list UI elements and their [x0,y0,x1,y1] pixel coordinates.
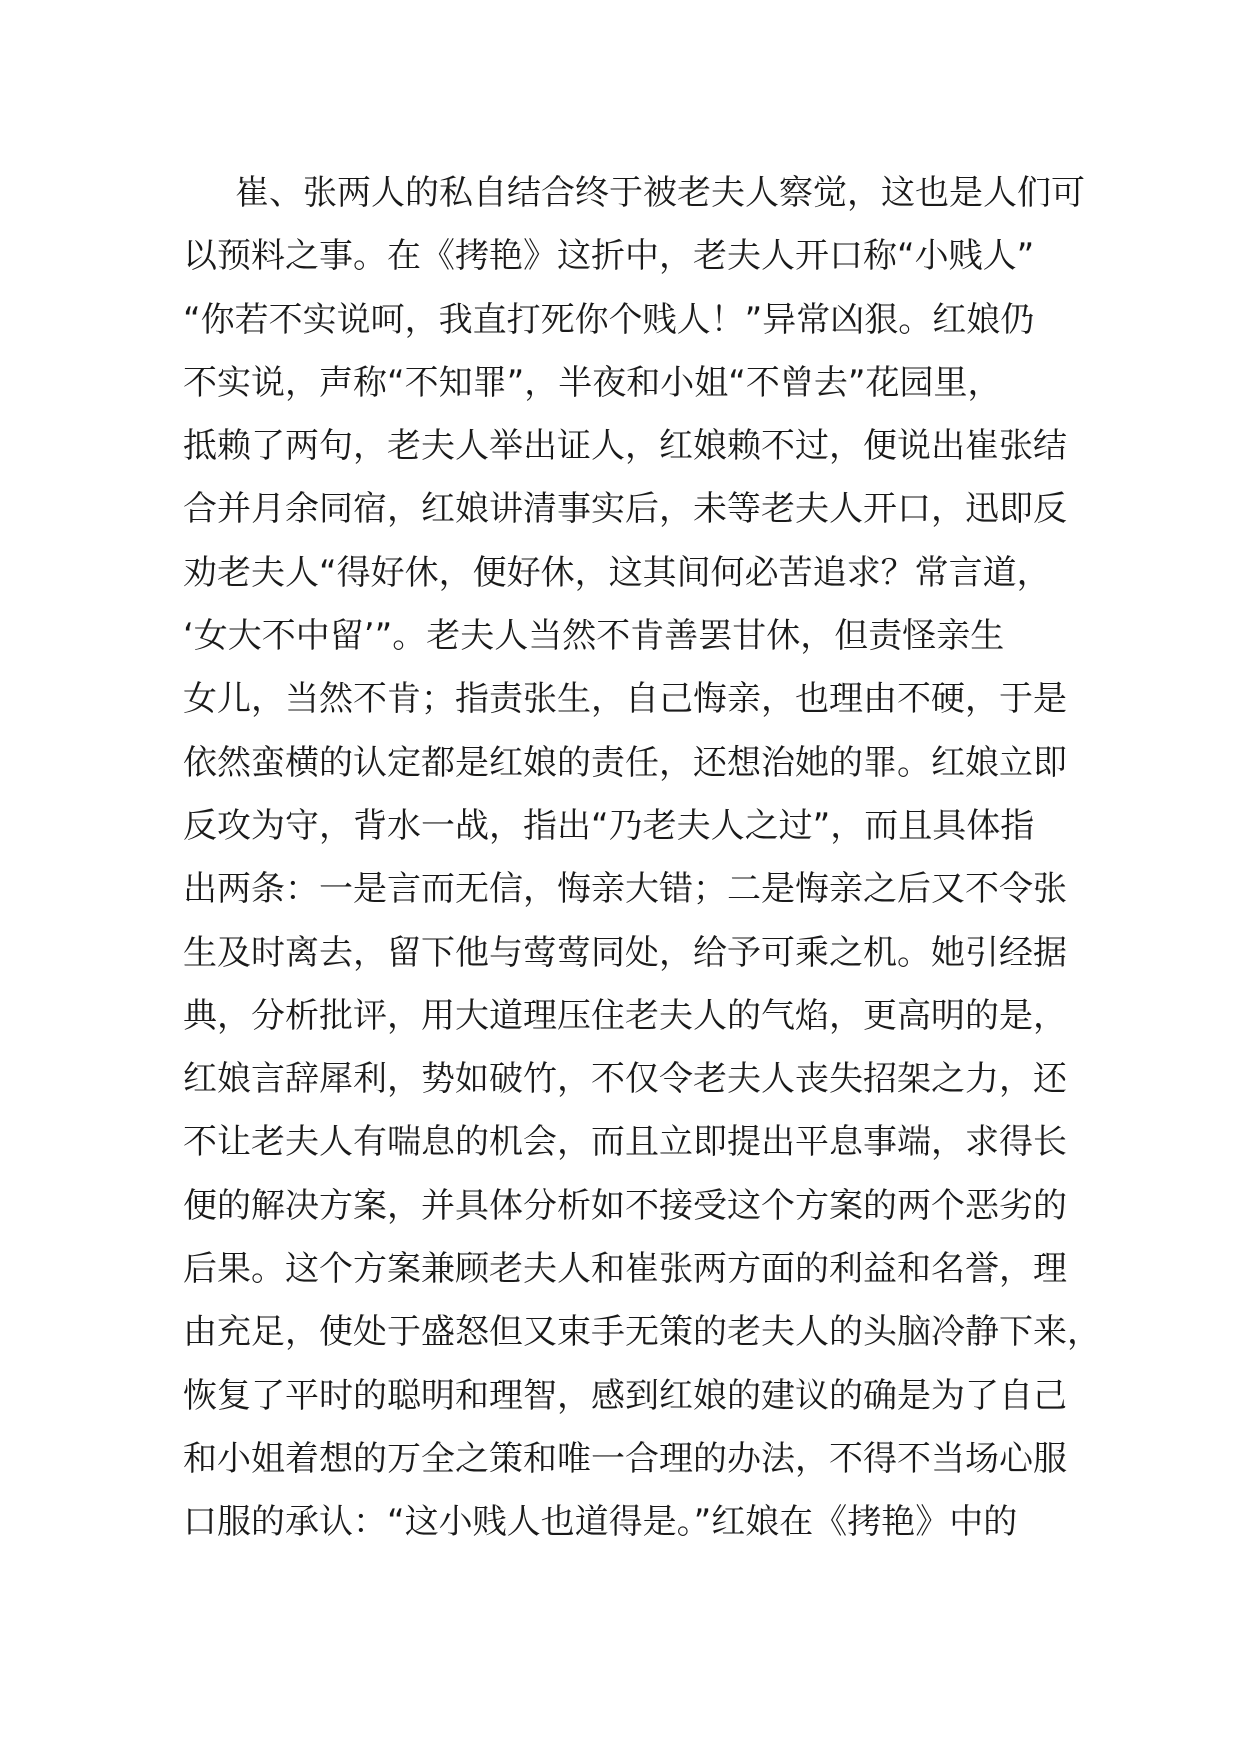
text-line: 便的解决方案，并具体分析如不接受这个方案的两个恶劣的 [183,1185,1067,1226]
text-line: 和小姐着想的万全之策和唯一合理的办法，不得不当场心服 [183,1438,1067,1479]
text-line: 劝老夫人“得好休，便好休，这其间何必苦追求？常言道， [183,552,1051,593]
text-line: 口服的承认：“这小贱人也道得是。”红娘在《拷艳》中的 [183,1502,1018,1543]
text-line: 恢复了平时的聪明和理智，感到红娘的建议的确是为了自己 [183,1375,1067,1416]
text-line: ‘女大不中留’”。老夫人当然不肯善罢甘休，但责怪亲生 [183,616,1005,657]
text-line: 合并月余同宿，红娘讲清事实后，未等老夫人开口，迅即反 [183,489,1067,530]
text-line: 抵赖了两句，老夫人举出证人，红娘赖不过，便说出崔张结 [183,426,1067,467]
body-paragraph [183,162,1101,1555]
text-line: 女儿，当然不肯；指责张生，自己悔亲，也理由不硬，于是 [183,679,1067,720]
text-line: 典，分析批评，用大道理压住老夫人的气焰，更高明的是， [183,995,1067,1036]
text-line: 反攻为守，背水一战，指出“乃老夫人之过”，而且具体指 [183,805,1035,846]
text-line: 以预料之事。在《拷艳》这折中，老夫人开口称“小贱人” [183,236,1035,277]
text-line: 红娘言辞犀利，势如破竹，不仅令老夫人丧失招架之力，还 [183,1059,1067,1100]
text-line: 依然蛮横的认定都是红娘的责任，还想治她的罪。红娘立即 [183,742,1067,783]
text-line: 不让老夫人有喘息的机会，而且立即提出平息事端，求得长 [183,1122,1067,1163]
text-line: 由充足，使处于盛怒但又束手无策的老夫人的头脑冷静下来， [183,1312,1101,1353]
text-line: 崔、张两人的私自结合终于被老夫人察觉，这也是人们可 [235,173,1085,213]
text-line: 出两条：一是言而无信，悔亲大错；二是悔亲之后又不令张 [183,869,1067,910]
text-line: “你若不实说呵，我直打死你个贱人！”异常凶狠。红娘仍 [183,299,1035,340]
text-line: 生及时离去，留下他与莺莺同处，给予可乘之机。她引经据 [183,932,1067,973]
text-line: 不实说，声称“不知罪”，半夜和小姐“不曾去”花园里， [183,362,1002,403]
text-line: 后果。这个方案兼顾老夫人和崔张两方面的利益和名誉，理 [183,1249,1067,1290]
